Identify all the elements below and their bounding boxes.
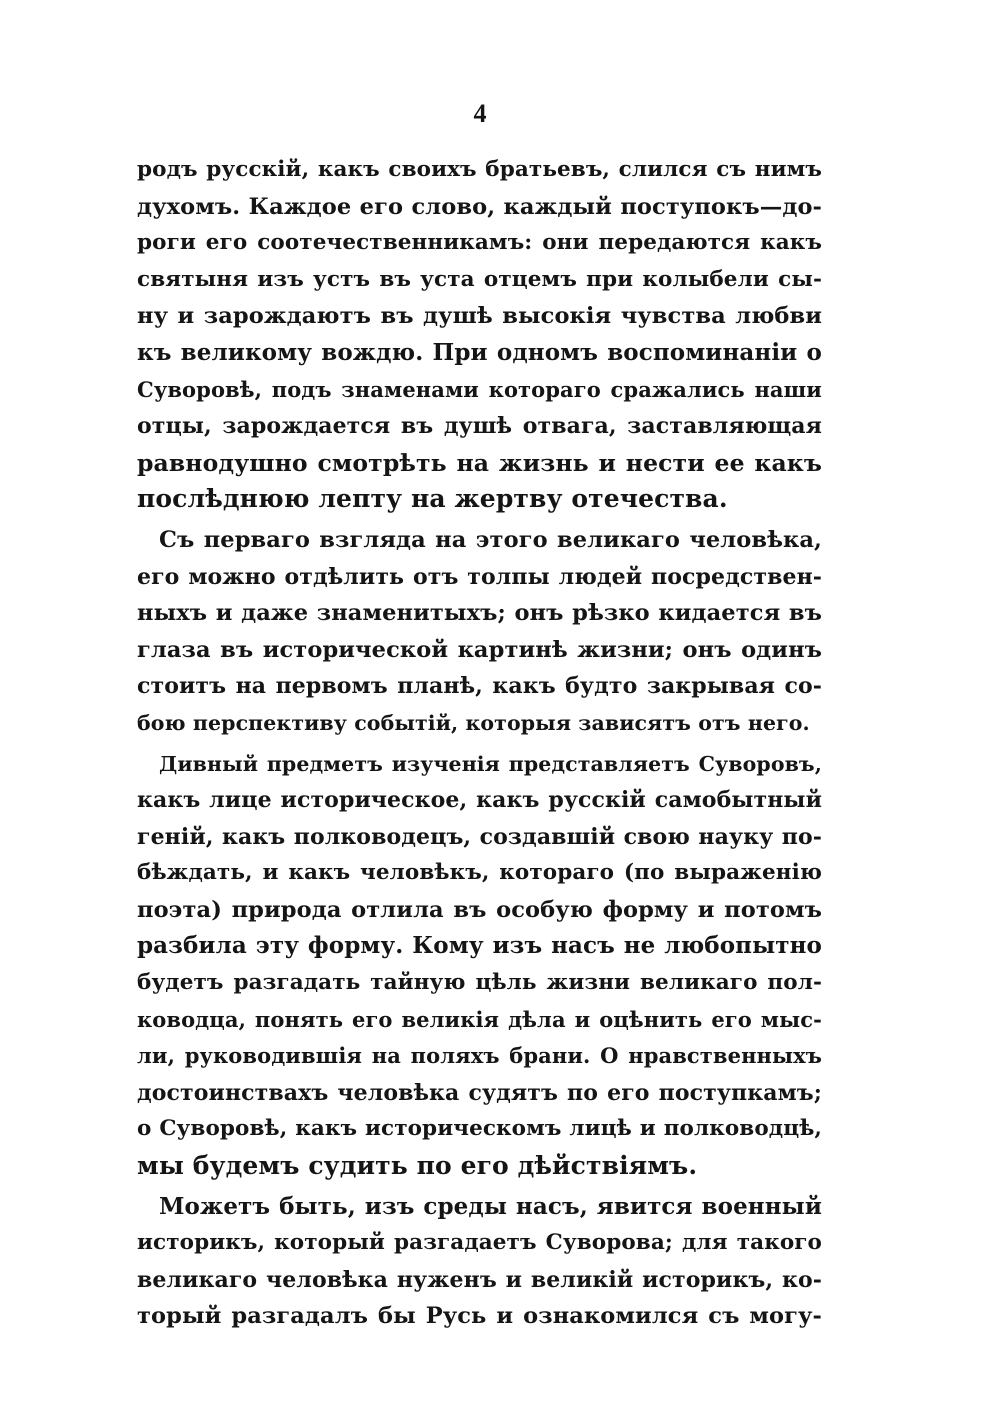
text-line: достоинствахъ человѣка судятъ по его поступкамъ; [137,1079,822,1106]
text-line: Суворовѣ, подъ знаменами котораго сражались наши [137,376,822,402]
text-line: великаго человѣка нуженъ и великій историкъ, ко- [137,1266,822,1293]
text-line: стоитъ на первомъ планѣ, какъ будто закрывая со- [137,673,822,700]
text-line: бою перспективу событій, которыя зависятъ отъ него. [137,710,810,735]
paragraph-1 [137,152,822,518]
body-text [137,152,822,1335]
text-line: ныхъ и даже знаменитыхъ; онъ рѣзко кидается въ [137,600,822,627]
text-line: Съ перваго взгляда на этого великаго человѣка, [159,526,822,553]
text-line: его можно отдѣлить отъ толпы людей посредствен- [137,563,822,590]
text-line: разбила эту форму. Кому изъ насъ не любопытно [137,932,822,960]
paragraph-3 [137,746,822,1185]
text-line: Дивный предметъ изученія представляетъ Суворовъ, [159,751,822,776]
text-line: будетъ разгадать тайную цѣль жизни великаго пол- [137,970,822,996]
text-line: святыня изъ устъ въ уста отцемъ при колыбели сы- [137,266,822,292]
text-line: о Суворовѣ, какъ историческомъ лицѣ и полководцѣ, [137,1116,822,1142]
text-line: равнодушно смотрѣть на жизнь и нести ее какъ [137,448,822,477]
text-line: послѣднюю лепту на жертву отечества. [137,484,728,514]
text-line: мы будемъ судить по его дѣйствіямъ. [137,1151,698,1181]
paragraph-2 [137,522,822,742]
text-line: глаза въ исторической картинѣ жизни; онъ одинъ [137,636,822,663]
text-line: поэта) природа отлила въ особую форму и потомъ [137,896,822,923]
page-number: 4 [473,99,487,128]
paragraph-4 [137,1189,822,1335]
text-line: историкъ, который разгадаетъ Суворова; для такого [137,1230,822,1256]
text-line: ну и зарождаютъ въ душѣ высокія чувства любви [137,303,822,330]
text-line: Можетъ быть, изъ среды насъ, явится военный [159,1192,822,1220]
text-line: къ великому вождю. При одномъ воспоминаніи о [137,338,822,366]
text-line: родъ русскій, какъ своихъ братьевъ, слился съ нимъ [137,157,822,182]
text-line: духомъ. Каждое его слово, каждый поступокъ—до- [137,193,822,220]
text-line: ководца, понять его великія дѣла и оцѣнить его мыс- [137,1006,822,1032]
text-line: бѣждать, и какъ человѣкъ, котораго (по выраженію [137,860,822,886]
text-line: ли, руководившія на поляхъ брани. О нравственныхъ [137,1043,822,1069]
text-line: какъ лице историческое, какъ русскій самобытный [137,787,822,814]
text-line: геній, какъ полководецъ, создавшій свою науку по- [137,823,822,850]
text-line: отцы, зарождается въ душѣ отвага, заставляющая [137,413,822,440]
text-line: торый разгадалъ бы Русь и ознакомился съ могу- [137,1303,822,1330]
text-line: роги его соотечественникамъ: они передаются какъ [137,230,822,256]
